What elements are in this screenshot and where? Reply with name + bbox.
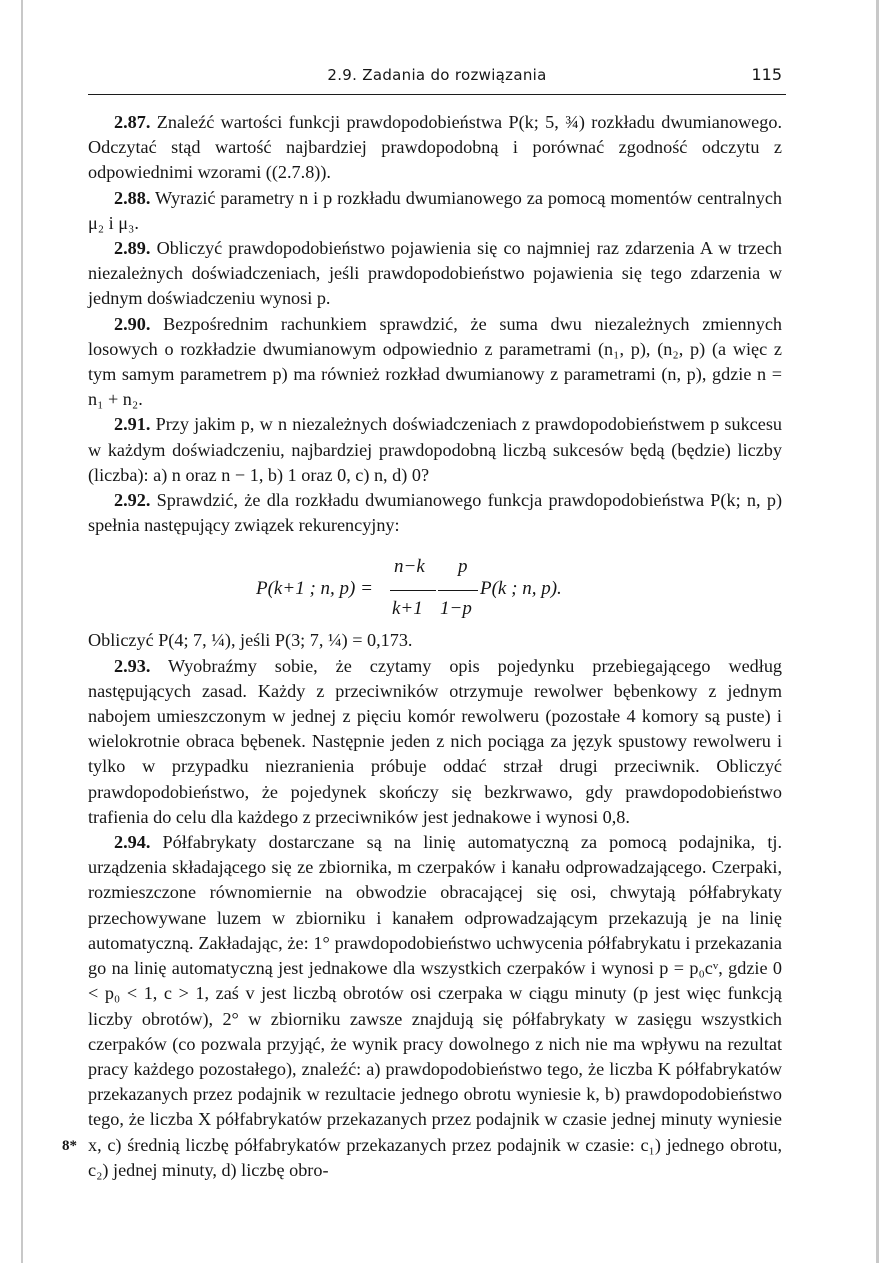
- problem-number: 2.92.: [114, 490, 151, 511]
- problem-2-93: [88, 654, 782, 830]
- problem-2-87: [88, 110, 782, 186]
- problem-2-94: [88, 830, 782, 1183]
- problem-number: 2.88.: [114, 187, 151, 208]
- fraction-bar-2: [438, 590, 478, 591]
- formula-numerator-1: n−k: [394, 556, 425, 578]
- problem-number: 2.89.: [114, 238, 151, 259]
- formula-lhs: P(k+1 ; n, p) =: [256, 578, 373, 600]
- page-content: [88, 110, 782, 1183]
- problem-number: 2.90.: [114, 313, 151, 334]
- problem-text: Półfabrykaty dostarczane są na linię automatyczną za pomocą podajnika, tj. urządzenia składającego się ze zbiornika, m czerpaków i kanału odprowadzającego. Czerpaki, rozmieszczone równomiernie na obwodzie obracającej się osi, chwytają półfabrykaty przechowywane luzem w zbiorniku i kanałem odprowadzającym przekazują je na linię automatyczną. Zakładając, że: 1° prawdopodobieństwo uchwycenia półfabrykatu i przekazania go na linię automatyczną jest jednakowe dla wszystkich czerpaków i wynosi p = p₀cᵛ, gdzie 0 < p₀ < 1, c > 1, zaś v jest liczbą obrotów osi czerpaka w ciągu minuty (p jest więc funkcją liczby obrotów), 2° w zbiorniku zawsze znajdują się półfabrykaty w zasięgu wszystkich czerpaków (co pozwala przyjąć, że wynik pracy dowolnego z nich nie ma wpływu na rezultat pracy każdego pozostałego), znaleźć: a) prawdopodobieństwo tego, że liczba K półfabrykatów przekazanych przez podajnik w rezultacie jednego obrotu wyniesie k, b) prawdopodobieństwo tego, że liczba X półfabrykatów przekazanych przez podajnik w czasie jednej minuty wyniesie x, c) średnią liczbę półfabrykatów przekazanych przez podajnik w czasie: c₁) jednego obrotu, c₂) jednej minuty, d) liczbę obro-: [88, 832, 782, 1180]
- problem-text: Obliczyć prawdopodobieństwo pojawienia się co najmniej raz zdarzenia A w trzech niezależnych doświadczeniach, jeśli prawdopodobieństwo pojawienia się tego zdarzenia w jednym doświadczeniu wynosi p.: [88, 238, 782, 309]
- problem-2-88: [88, 186, 782, 236]
- scan-edge-left: [21, 0, 23, 1263]
- problem-text: Przy jakim p, w n niezależnych doświadczeniach z prawdopodobieństwem p sukcesu w każdym doświadczeniu, najbardziej prawdopodobną liczbą sukcesów będą (będzie) liczby (liczba): a) n oraz n − 1, b) 1 oraz 0, c) n, d) 0?: [88, 414, 782, 485]
- problem-text: Sprawdzić, że dla rozkładu dwumianowego funkcja prawdopodobieństwa P(k; n, p) spełnia następujący związek rekurencyjny:: [88, 490, 782, 536]
- formula-rhs: P(k ; n, p).: [480, 578, 562, 600]
- problem-text: Znaleźć wartości funkcji prawdopodobieństwa P(k; 5, ¾) rozkładu dwumianowego. Odczytać stąd wartość najbardziej prawdopodobną i porównać zgodność odczytu z odpowiednimi wzorami ((2.7.8)).: [88, 112, 782, 183]
- problem-number: 2.93.: [114, 655, 151, 676]
- scan-edge-right: [876, 0, 879, 1263]
- signature-mark: 8*: [62, 1138, 77, 1154]
- problem-text: Wyobraźmy sobie, że czytamy opis pojedynku przebiegającego według następujących zasad. Każdy z przeciwników otrzymuje rewolwer bębenkowy z jednym nabojem umieszczonym w jednej z pięciu komór rewolweru (pozostałe 4 komory są puste) i wielokrotnie obraca bębenek. Następnie jeden z nich pociąga za język spustowy rewolweru i tylko w przypadku niezranienia próbuje oddać strzał drugi przeciwnik. Obliczyć prawdopodobieństwo, że pojedynek skończy się bezkrwawo, gdy prawdopodobieństwo trafienia do celu dla każdego z przeciwników jest jednakowe i wynosi 0,8.: [88, 655, 783, 827]
- fraction-bar-1: [390, 590, 436, 591]
- formula-denominator-2: 1−p: [440, 598, 472, 620]
- page-number: 115: [751, 65, 782, 84]
- problem-2-91: [88, 412, 782, 488]
- problem-2-92: [88, 488, 782, 538]
- recurrence-formula: [88, 540, 782, 628]
- formula-denominator-1: k+1: [392, 598, 423, 620]
- problem-number: 2.87.: [114, 112, 151, 132]
- formula-numerator-2: p: [458, 556, 468, 578]
- problem-number: 2.91.: [114, 414, 151, 435]
- problem-number: 2.94.: [114, 832, 151, 853]
- problem-2-89: [88, 236, 782, 312]
- running-title: 2.9. Zadania do rozwiązania: [327, 66, 547, 84]
- problem-2-90: [88, 312, 782, 413]
- page-header: [88, 64, 786, 95]
- problem-text: Wyrazić parametry n i p rozkładu dwumianowego za pomocą momentów centralnych μ₂ i μ₃.: [88, 187, 782, 233]
- problem-text: Bezpośrednim rachunkiem sprawdzić, że suma dwu niezależnych zmiennych losowych o rozkładzie dwumianowym odpowiednio z parametrami (n₁, p), (n₂, p) (a więc z tym samym parametrem p) ma również rozkład dwumianowy z parametrami (n, p), gdzie n = n₁ + n₂.: [88, 313, 782, 410]
- problem-2-92-continuation: Obliczyć P(4; 7, ¼), jeśli P(3; 7, ¼) = 0,173.: [88, 630, 413, 651]
